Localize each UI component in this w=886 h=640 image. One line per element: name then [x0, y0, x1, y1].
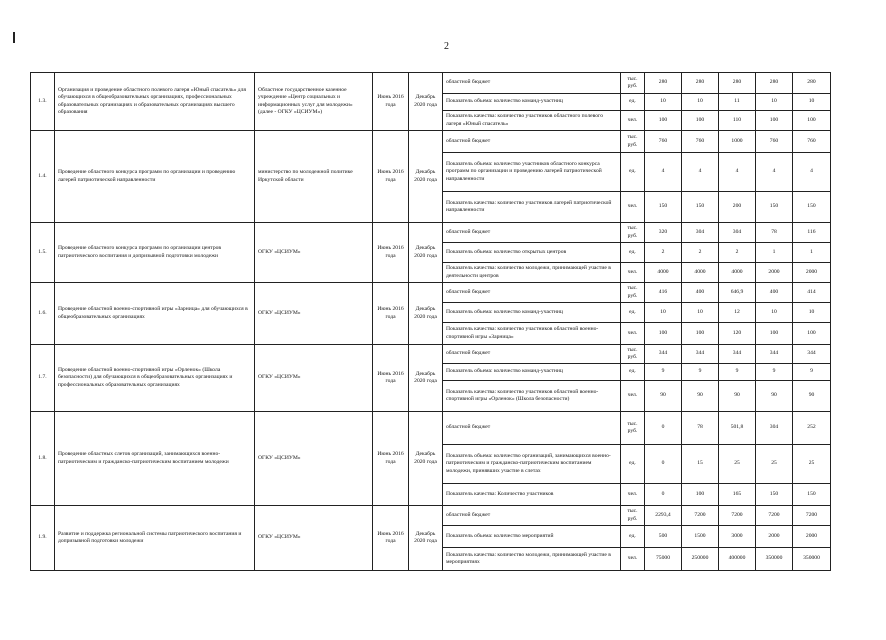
table-row	[31, 345, 831, 364]
indicator-name: Показатель объема: количество мероприятий	[443, 526, 621, 548]
indicator-value: 10	[682, 94, 719, 111]
indicator-value: 4	[719, 153, 756, 192]
indicator-unit: чел.	[621, 192, 645, 223]
indicator-value: 4000	[645, 263, 682, 283]
indicator-unit: чел.	[621, 111, 645, 131]
item-executor: ОГКУ «ЦСИУМ»	[255, 345, 373, 412]
indicator-value: 0	[645, 412, 682, 445]
indicator-value: 4	[756, 153, 793, 192]
indicator-value: 4	[645, 153, 682, 192]
indicator-value: 25	[756, 445, 793, 484]
indicator-name: Показатель объема: количество участников областного конкурса программ по организации и проведению лагерей патриотической направленности	[443, 153, 621, 192]
indicator-value: 3000	[719, 526, 756, 548]
indicator-value: 100	[793, 111, 831, 131]
indicator-value: 280	[645, 73, 682, 94]
indicator-name: Показатель качества: количество участников лагерей патриотической направленности	[443, 192, 621, 223]
indicator-value: 760	[756, 131, 793, 153]
indicator-value: 100	[682, 111, 719, 131]
indicator-value: 280	[756, 73, 793, 94]
indicator-value: 4	[682, 153, 719, 192]
indicator-name: Показатель объема: количество команд-участниц	[443, 94, 621, 111]
indicator-unit: ед.	[621, 94, 645, 111]
indicator-value: 116	[793, 223, 831, 243]
indicator-value: 7200	[756, 506, 793, 526]
item-number: 1.8.	[31, 412, 55, 506]
indicator-value: 100	[682, 484, 719, 506]
item-start-date: Июнь 2016 года	[373, 223, 409, 283]
item-number: 1.4.	[31, 131, 55, 223]
indicator-name: Показатель объема: количество организаций, занимающихся военно-патриотическим и гражданско-патриотическим воспитанием молодежи, принявших участие в слетах	[443, 445, 621, 484]
item-name: Развитие и поддержка региональной системы патриотического воспитания и допризывной подготовки молодежи	[55, 506, 255, 571]
indicator-value: 25	[719, 445, 756, 484]
indicator-value: 344	[645, 345, 682, 364]
indicator-value: 2000	[756, 526, 793, 548]
item-executor: ОГКУ «ЦСИУМ»	[255, 223, 373, 283]
indicator-value: 1	[793, 243, 831, 263]
indicator-value: 2	[682, 243, 719, 263]
item-start-date: Июнь 2016 года	[373, 131, 409, 223]
indicator-unit: тыс. руб.	[621, 283, 645, 303]
indicator-value: 1	[756, 243, 793, 263]
indicator-value: 350000	[793, 548, 831, 571]
indicator-value: 150	[756, 192, 793, 223]
indicator-value: 7200	[682, 506, 719, 526]
table-row	[31, 412, 831, 445]
table-row	[31, 223, 831, 243]
item-start-date: Июнь 2016 года	[373, 345, 409, 412]
indicator-name: Показатель объема: количество открытых центров	[443, 243, 621, 263]
indicator-value: 200	[719, 192, 756, 223]
indicator-value: 10	[793, 94, 831, 111]
indicator-value: 9	[793, 364, 831, 381]
indicator-value: 304	[756, 412, 793, 445]
item-end-date: Декабрь 2020 года	[409, 223, 443, 283]
indicator-unit: чел.	[621, 381, 645, 412]
table-row	[31, 283, 831, 303]
item-number: 1.3.	[31, 73, 55, 131]
indicator-unit: тыс. руб.	[621, 223, 645, 243]
indicator-value: 150	[793, 192, 831, 223]
item-number: 1.5.	[31, 223, 55, 283]
indicator-value: 2000	[756, 263, 793, 283]
indicator-value: 760	[682, 131, 719, 153]
indicator-value: 150	[682, 192, 719, 223]
margin-mark	[13, 32, 15, 43]
indicator-value: 100	[793, 323, 831, 345]
indicator-unit: чел.	[621, 548, 645, 571]
table-row	[31, 131, 831, 153]
indicator-value: 78	[756, 223, 793, 243]
indicator-value: 344	[793, 345, 831, 364]
indicator-value: 7200	[719, 506, 756, 526]
indicator-value: 2293,4	[645, 506, 682, 526]
indicator-value: 10	[756, 303, 793, 323]
indicator-value: 7200	[793, 506, 831, 526]
indicator-value: 304	[682, 223, 719, 243]
indicator-value: 90	[756, 381, 793, 412]
indicator-name: Показатель качества: количество молодежи, принимающей участие в мероприятиях	[443, 548, 621, 571]
indicator-value: 150	[756, 484, 793, 506]
indicator-value: 110	[719, 111, 756, 131]
indicator-unit: тыс. руб.	[621, 506, 645, 526]
item-name: Проведение областного конкурса программ по организации центров патриотического воспитания и допризывной подготовки молодежи	[55, 223, 255, 283]
indicator-name: Показатель объема: количество команд-участниц	[443, 364, 621, 381]
item-start-date: Июнь 2016 года	[373, 506, 409, 571]
indicator-value: 100	[756, 323, 793, 345]
item-end-date: Декабрь 2020 года	[409, 131, 443, 223]
indicator-value: 1500	[682, 526, 719, 548]
indicator-value: 150	[645, 192, 682, 223]
indicator-value: 90	[645, 381, 682, 412]
indicator-unit: ед.	[621, 243, 645, 263]
page-number: 2	[444, 41, 449, 52]
indicator-name: областной бюджет	[443, 506, 621, 526]
indicator-name: Показатель качества: количество участников областной военно-спортивной игры «Зарница»	[443, 323, 621, 345]
indicator-value: 10	[793, 303, 831, 323]
item-start-date: Июнь 2016 года	[373, 283, 409, 345]
indicator-name: Показатель качества: Количество участников	[443, 484, 621, 506]
indicator-value: 760	[793, 131, 831, 153]
indicator-value: 280	[682, 73, 719, 94]
indicator-value: 9	[645, 364, 682, 381]
item-start-date: Июнь 2016 года	[373, 412, 409, 506]
indicator-value: 344	[756, 345, 793, 364]
indicator-value: 4000	[719, 263, 756, 283]
item-executor: министерство по молодежной политике Иркутской области	[255, 131, 373, 223]
indicator-unit: тыс. руб.	[621, 131, 645, 153]
item-executor: ОГКУ «ЦСИУМ»	[255, 506, 373, 571]
indicator-name: Показатель качества: количество участников областного полевого лагеря «Юный спасатель»	[443, 111, 621, 131]
indicator-name: областной бюджет	[443, 283, 621, 303]
indicator-value: 9	[756, 364, 793, 381]
indicator-name: областной бюджет	[443, 223, 621, 243]
indicator-value: 75000	[645, 548, 682, 571]
indicator-value: 2	[645, 243, 682, 263]
item-name: Проведение областных слетов организаций, занимающихся военно-патриотическим и гражданско-патриотическим воспитанием молодежи	[55, 412, 255, 506]
indicator-value: 344	[719, 345, 756, 364]
indicator-value: 100	[756, 111, 793, 131]
indicator-name: областной бюджет	[443, 412, 621, 445]
indicator-value: 25	[793, 445, 831, 484]
indicator-value: 165	[719, 484, 756, 506]
indicator-value: 760	[645, 131, 682, 153]
indicator-value: 4	[793, 153, 831, 192]
item-end-date: Декабрь 2020 года	[409, 73, 443, 131]
indicator-value: 280	[793, 73, 831, 94]
indicator-unit: тыс. руб.	[621, 73, 645, 94]
item-executor: Областное государственное казенное учреждение «Центр социальных и информационных услуг для молодежи» (далее - ОГКУ «ЦСИУМ»)	[255, 73, 373, 131]
item-number: 1.9.	[31, 506, 55, 571]
indicator-name: Показатель качества: количество молодежи, принимающей участие в деятельности центров	[443, 263, 621, 283]
indicator-value: 304	[719, 223, 756, 243]
indicator-value: 10	[682, 303, 719, 323]
indicator-value: 10	[645, 94, 682, 111]
indicator-name: областной бюджет	[443, 131, 621, 153]
indicator-value: 416	[645, 283, 682, 303]
indicator-value: 90	[719, 381, 756, 412]
indicator-value: 2000	[793, 526, 831, 548]
item-end-date: Декабрь 2020 года	[409, 506, 443, 571]
indicator-value: 280	[719, 73, 756, 94]
indicator-value: 9	[682, 364, 719, 381]
indicator-name: Показатель качества: количество участников областной военно-спортивной игры «Орленок» (Школа безопасности)	[443, 381, 621, 412]
indicator-value: 100	[645, 323, 682, 345]
indicator-value: 0	[645, 484, 682, 506]
indicator-unit: чел.	[621, 263, 645, 283]
item-start-date: Июнь 2016 года	[373, 73, 409, 131]
item-number: 1.6.	[31, 283, 55, 345]
indicator-value: 78	[682, 412, 719, 445]
item-name: Проведение областной военно-спортивной игры «Орленок» (Школа безопасности) для обучающихся в общеобразовательных организациях и профессиональных образовательных организациях	[55, 345, 255, 412]
item-end-date: Декабрь 2020 года	[409, 283, 443, 345]
item-executor: ОГКУ «ЦСИУМ»	[255, 412, 373, 506]
indicator-unit: тыс. руб.	[621, 345, 645, 364]
indicator-value: 252	[793, 412, 831, 445]
indicator-name: областной бюджет	[443, 73, 621, 94]
indicator-unit: чел.	[621, 484, 645, 506]
item-number: 1.7.	[31, 345, 55, 412]
item-name: Проведение областного конкурса программ по организации и проведению лагерей патриотической направленности	[55, 131, 255, 223]
indicator-value: 90	[682, 381, 719, 412]
indicator-value: 100	[682, 323, 719, 345]
indicator-unit: ед.	[621, 445, 645, 484]
indicator-value: 10	[645, 303, 682, 323]
indicator-unit: чел.	[621, 323, 645, 345]
indicator-value: 100	[645, 111, 682, 131]
item-name: Организация и проведение областного полевого лагеря «Юный спасатель» для обучающихся в общеобразовательных организациях, профессиональных образовательных организациях и образовательных организациях высшего образования	[55, 73, 255, 131]
indicator-value: 11	[719, 94, 756, 111]
indicator-value: 0	[645, 445, 682, 484]
indicator-value: 646,9	[719, 283, 756, 303]
indicator-value: 15	[682, 445, 719, 484]
indicator-value: 10	[756, 94, 793, 111]
item-end-date: Декабрь 2020 года	[409, 345, 443, 412]
indicator-value: 500	[645, 526, 682, 548]
indicator-value: 320	[645, 223, 682, 243]
indicator-unit: ед.	[621, 153, 645, 192]
indicator-value: 150	[793, 484, 831, 506]
indicator-value: 1000	[719, 131, 756, 153]
indicator-value: 12	[719, 303, 756, 323]
indicator-value: 400	[682, 283, 719, 303]
indicator-value: 250000	[682, 548, 719, 571]
item-end-date: Декабрь 2020 года	[409, 412, 443, 506]
table-row	[31, 73, 831, 94]
indicator-value: 4000	[682, 263, 719, 283]
indicator-value: 414	[793, 283, 831, 303]
table-row	[31, 506, 831, 526]
program-table	[30, 72, 831, 571]
indicator-value: 350000	[756, 548, 793, 571]
item-name: Проведение областной военно-спортивной игры «Зарница» для обучающихся в общеобразовательных организациях	[55, 283, 255, 345]
indicator-name: Показатель объема: количество команд-участниц	[443, 303, 621, 323]
indicator-unit: ед.	[621, 364, 645, 381]
indicator-value: 2	[719, 243, 756, 263]
indicator-value: 400000	[719, 548, 756, 571]
indicator-value: 2000	[793, 263, 831, 283]
indicator-unit: ед.	[621, 526, 645, 548]
indicator-value: 9	[719, 364, 756, 381]
indicator-value: 344	[682, 345, 719, 364]
indicator-unit: тыс. руб.	[621, 412, 645, 445]
indicator-name: областной бюджет	[443, 345, 621, 364]
indicator-value: 120	[719, 323, 756, 345]
indicator-unit: ед.	[621, 303, 645, 323]
indicator-value: 400	[756, 283, 793, 303]
indicator-value: 501,8	[719, 412, 756, 445]
indicator-value: 90	[793, 381, 831, 412]
item-executor: ОГКУ «ЦСИУМ»	[255, 283, 373, 345]
